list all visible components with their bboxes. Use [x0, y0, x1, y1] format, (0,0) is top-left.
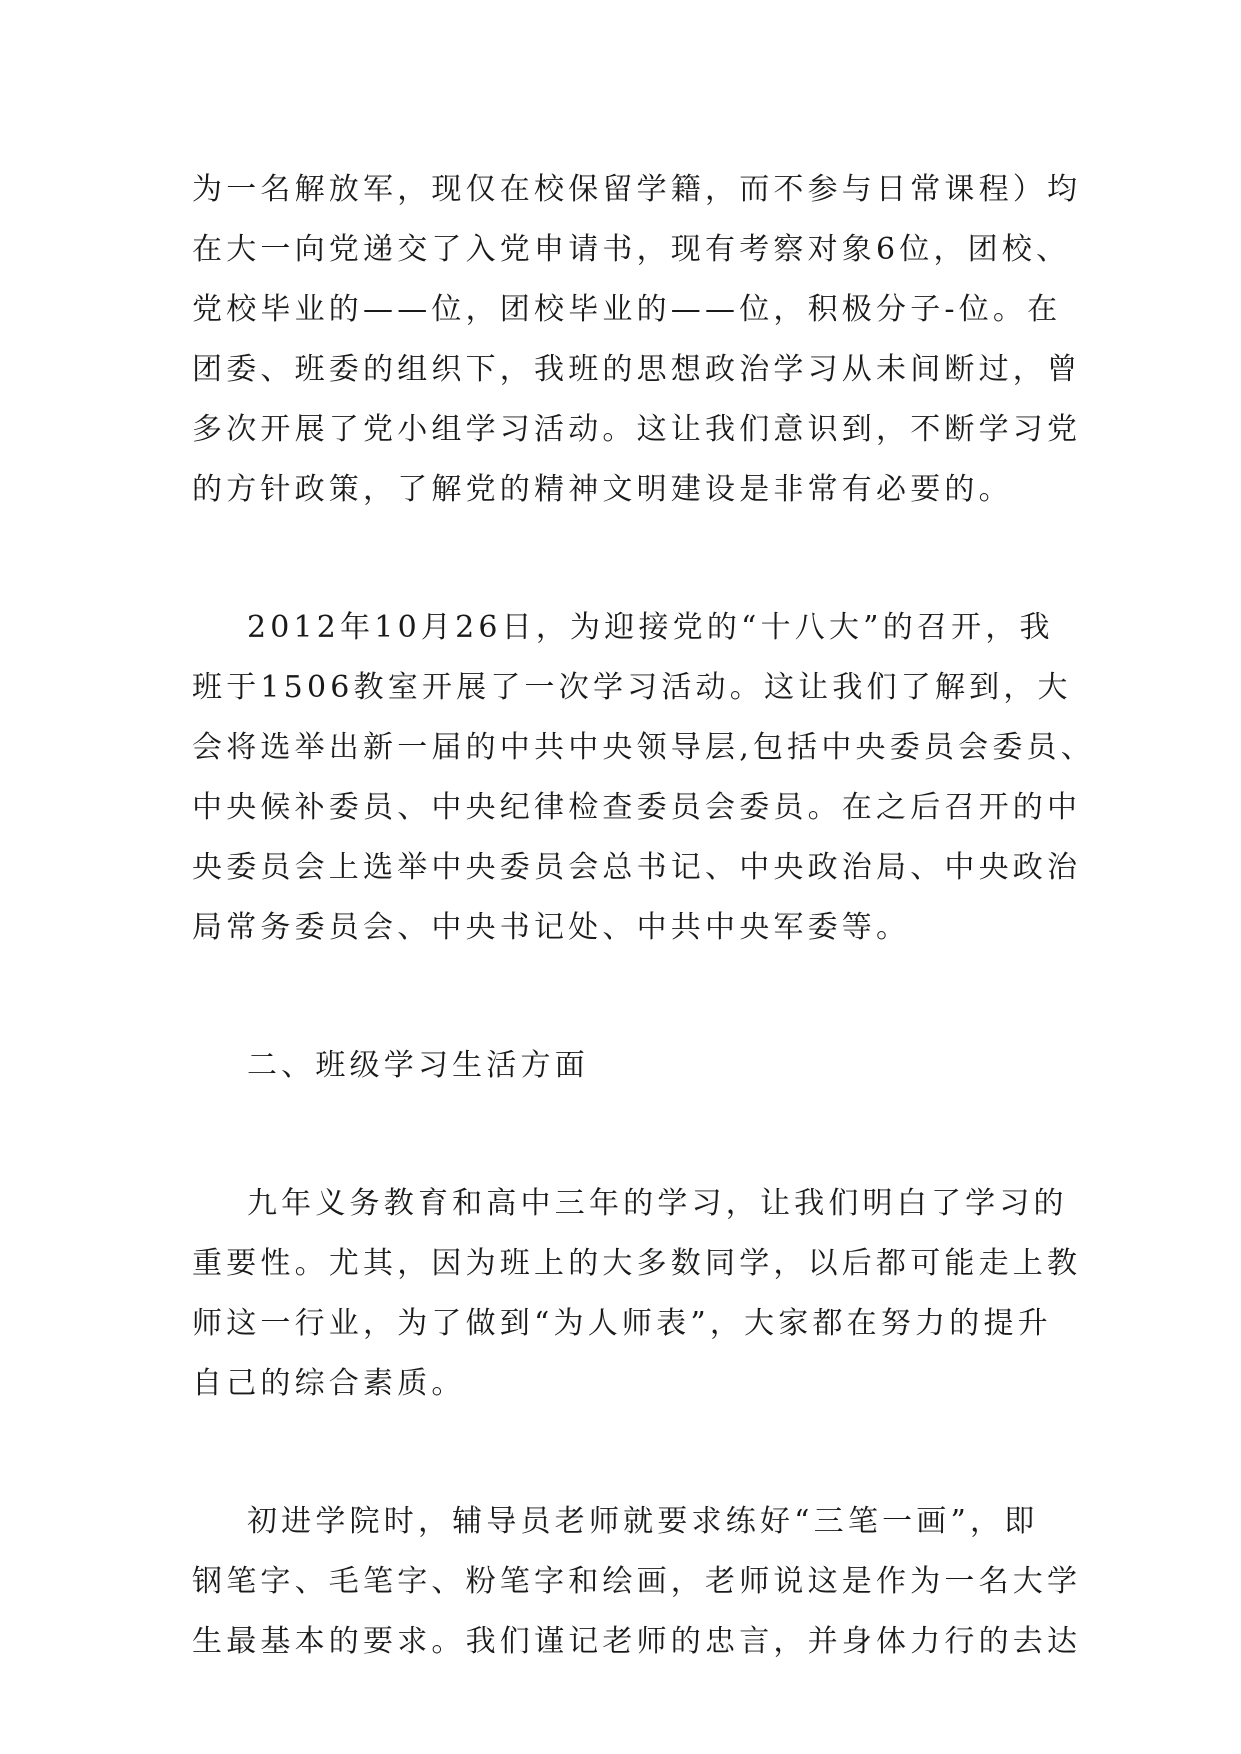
text-line: 钢笔字、毛笔字、粉笔字和绘画，老师说这是作为一名大学 — [192, 1564, 1082, 1599]
text-line: 生最基本的要求。我们谨记老师的忠言，并身体力行的去达 — [192, 1624, 1082, 1659]
text-line: 的方针政策，了解党的精神文明建设是非常有必要的。 — [192, 472, 1013, 507]
paragraph-spacer — [192, 1096, 1062, 1174]
paragraph-spacer — [192, 520, 1062, 598]
text-line: 会将选举出新一届的中共中央领导层,包括中央委员会委员、 — [192, 730, 1095, 765]
text-line: 多次开展了党小组学习活动。这让我们意识到，不断学习党 — [192, 412, 1082, 447]
text-line: 在大一向党递交了入党申请书，现有考察对象6位，团校、 — [192, 232, 1071, 267]
section-heading — [192, 1036, 1062, 1096]
paragraph-party-study — [192, 160, 1082, 520]
text-line: 央委员会上选举中央委员会总书记、中央政治局、中央政治 — [192, 850, 1082, 885]
text-line: 团委、班委的组织下，我班的思想政治学习从未间断过，曾 — [192, 352, 1082, 387]
text-line: 班于1506教室开展了一次学习活动。这让我们了解到，大 — [192, 670, 1072, 705]
document-body — [192, 160, 1095, 1672]
text-line: 2012年10月26日，为迎接党的“十八大”的召开，我 — [192, 610, 1054, 645]
text-line: 师这一行业，为了做到“为人师表”，大家都在努力的提升 — [192, 1306, 1052, 1341]
text-line: 党校毕业的——位，团校毕业的——位，积极分子-位。在 — [192, 292, 1062, 327]
text-line: 为一名解放军，现仅在校保留学籍，而不参与日常课程）均 — [192, 172, 1082, 207]
paragraph-spacer — [192, 958, 1062, 1036]
paragraph-study-importance — [192, 1174, 1082, 1414]
paragraph-spacer — [192, 1414, 1062, 1492]
section-heading-text: 二、班级学习生活方面 — [192, 1048, 589, 1083]
paragraph-eighteenth-congress — [192, 598, 1095, 958]
paragraph-three-brushes — [192, 1492, 1082, 1672]
text-line: 九年义务教育和高中三年的学习，让我们明白了学习的 — [192, 1186, 1068, 1221]
text-line: 初进学院时，辅导员老师就要求练好“三笔一画”，即 — [192, 1504, 1039, 1539]
text-line: 自己的综合素质。 — [192, 1366, 466, 1401]
text-line: 重要性。尤其，因为班上的大多数同学，以后都可能走上教 — [192, 1246, 1082, 1281]
text-line: 局常务委员会、中央书记处、中共中央军委等。 — [192, 910, 911, 945]
text-line: 中央候补委员、中央纪律检查委员会委员。在之后召开的中 — [192, 790, 1082, 825]
